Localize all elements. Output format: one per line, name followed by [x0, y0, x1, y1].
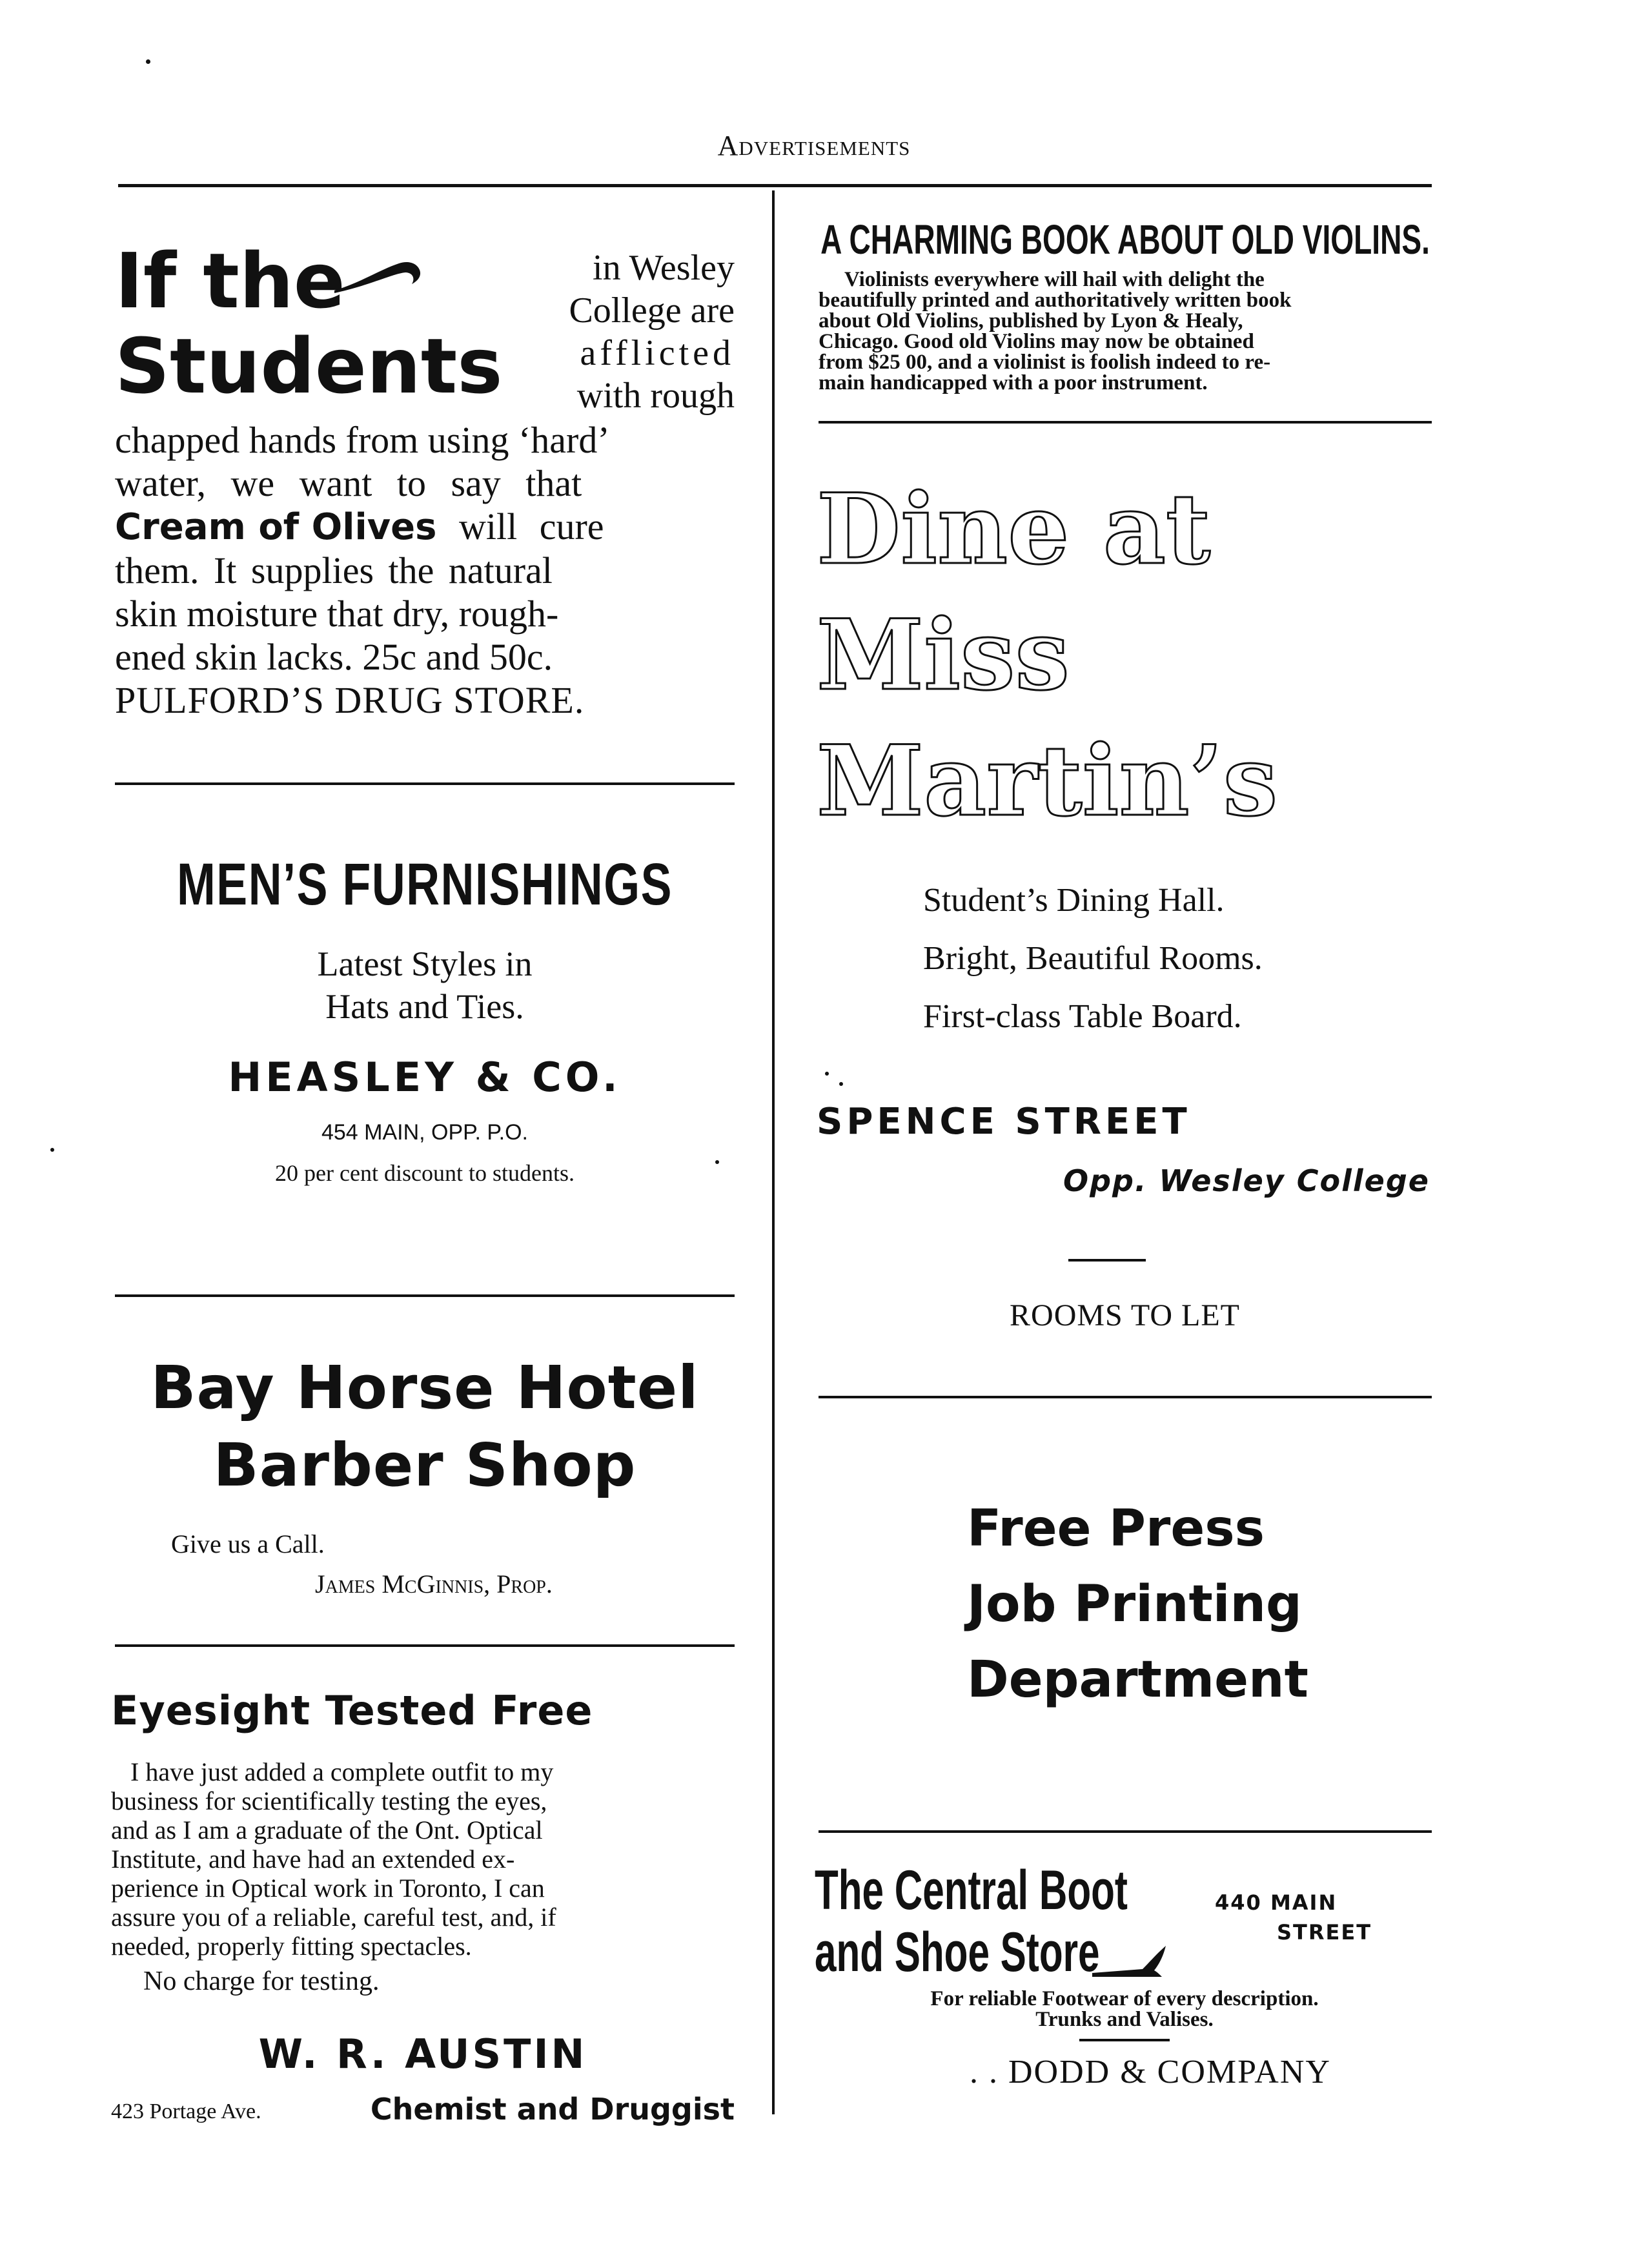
boot-line-1 — [815, 1859, 1128, 1921]
eyesight-line-6: assure you of a reliable, careful test, and, if — [111, 1903, 556, 1932]
boot-line-2 — [815, 1921, 1100, 1983]
violins-body — [819, 269, 1432, 393]
olives-product-name: Cream of Olives — [115, 506, 437, 548]
violins-line-1: Violinists everywhere will hail with delight the — [844, 268, 1265, 291]
olives-headline-students — [115, 322, 503, 411]
eyesight-title: Eyesight Tested Free — [111, 1687, 593, 1734]
dine-features — [923, 872, 1263, 1046]
ad-eyesight — [111, 1685, 735, 2130]
boot-short-rule — [1079, 2039, 1170, 2041]
ad-central-boot — [815, 1859, 1434, 2130]
olives-side-3: afflicted — [580, 333, 735, 373]
ad-violins — [819, 216, 1432, 410]
right-rule-3 — [819, 1830, 1432, 1833]
page-header-title: Advertisements — [717, 130, 911, 161]
barber-proprietor: James McGinnis, Prop. — [315, 1569, 553, 1599]
barber-title-2: Barber Shop — [213, 1431, 636, 1500]
ad-free-press — [967, 1491, 1419, 1718]
olives-side-4: with rough — [576, 376, 735, 416]
dine-opp: Opp. Wesley College — [1063, 1163, 1430, 1198]
furnishings-title-text: MEN’S FURNISHINGS — [176, 852, 673, 917]
ad-mens-furnishings — [115, 852, 735, 1252]
violins-line-5: from $25 00, and a violinist is foolish indeed to re- — [819, 351, 1271, 374]
eyesight-name: W. R. AUSTIN — [258, 2030, 587, 2078]
olives-big-1: If the — [115, 236, 345, 325]
olives-line-7: PULFORD’S DRUG STORE. — [115, 679, 585, 721]
speck-3 — [715, 1160, 719, 1164]
olives-line-3-rest: will cure — [436, 506, 604, 547]
boot-line-1-text: The Central Boot — [815, 1859, 1128, 1921]
page-header — [0, 129, 1628, 162]
column-divider — [772, 190, 775, 2114]
furnishings-styles — [115, 943, 735, 1028]
barber-call: Give us a Call. — [171, 1529, 325, 1558]
violins-line-6: main handicapped with a poor instrument. — [819, 371, 1208, 394]
eyesight-line-1: I have just added a complete outfit to my — [130, 1757, 554, 1786]
olives-big-2: Students — [115, 322, 503, 411]
olives-side-text — [515, 247, 735, 417]
boot-description — [815, 1988, 1434, 2030]
dine-line-1: Dine at — [817, 473, 1211, 586]
dine-rooms: ROOMS TO LET — [1010, 1298, 1240, 1333]
ad-barber-shop — [115, 1349, 735, 1620]
olives-body — [115, 418, 735, 722]
olives-headline-if-the — [115, 236, 345, 325]
violins-title — [819, 216, 1432, 263]
speck-2 — [50, 1148, 54, 1152]
dine-feature-3: First-class Table Board. — [923, 998, 1242, 1035]
eyesight-role: Chemist and Druggist — [370, 2092, 735, 2127]
speck-5 — [839, 1082, 843, 1086]
eyesight-line-4: Institute, and have had an extended ex- — [111, 1844, 515, 1874]
furnishings-line-2: Hats and Ties. — [325, 987, 524, 1026]
ad-cream-of-olives — [115, 236, 735, 749]
dine-line-2: Miss — [817, 598, 1070, 712]
left-rule-3 — [115, 1644, 735, 1647]
right-rule-2 — [819, 1396, 1432, 1398]
olives-line-6: ened skin lacks. 25c and 50c. — [115, 636, 553, 678]
barber-title-1: Bay Horse Hotel — [150, 1353, 699, 1422]
eyesight-line-7: needed, properly fitting spectacles. — [111, 1932, 472, 1961]
right-rule-1 — [819, 421, 1432, 424]
dine-line-3: Martin’s — [817, 724, 1278, 838]
pointing-hand-icon — [1092, 1942, 1170, 1981]
speck-1 — [146, 59, 150, 64]
boot-line-2-text: and Shoe Store — [815, 1921, 1100, 1983]
ad-miss-martins — [817, 465, 1433, 1356]
olives-line-3 — [115, 505, 735, 549]
furnishings-discount: 20 per cent discount to students. — [275, 1160, 575, 1186]
left-rule-1 — [115, 782, 735, 785]
eyesight-line-5: perience in Optical work in Toronto, I can — [111, 1874, 545, 1903]
boot-desc-1: For reliable Footwear of every description. — [930, 1987, 1319, 2010]
boot-address-2: STREET — [1277, 1920, 1372, 1945]
eyesight-no-charge: No charge for testing. — [143, 1967, 380, 1996]
press-line-2: Job Printing — [967, 1575, 1302, 1633]
dine-street: SPENCE STREET — [817, 1101, 1191, 1143]
olives-line-5: skin moisture that dry, rough- — [115, 593, 559, 635]
eyesight-body — [111, 1757, 735, 1961]
olives-line-4: them. It supplies the natural — [115, 549, 553, 591]
furnishings-firm: HEASLEY & CO. — [228, 1054, 622, 1101]
left-rule-2 — [115, 1294, 735, 1297]
dine-feature-1: Student’s Dining Hall. — [923, 882, 1225, 919]
eyesight-address: 423 Portage Ave. — [111, 2099, 261, 2123]
boot-desc-2: Trunks and Valises. — [1035, 2008, 1214, 2031]
boot-address-1: 440 MAIN — [1215, 1890, 1338, 1915]
olives-line-1: chapped hands from using ‘hard’ — [115, 419, 610, 461]
press-line-1: Free Press — [967, 1500, 1265, 1558]
violins-line-3: about Old Violins, published by Lyon & Healy, — [819, 309, 1243, 332]
furnishings-line-1: Latest Styles in — [317, 945, 533, 983]
header-rule — [118, 184, 1432, 187]
olives-line-2: water, we want to say that — [115, 462, 582, 504]
press-line-3: Department — [967, 1651, 1308, 1709]
eyesight-line-2: business for scientifically testing the eyes, — [111, 1786, 547, 1815]
violins-line-4: Chicago. Good old Violins may now be obtained — [819, 330, 1254, 353]
violins-line-2: beautifully printed and authoritatively written book — [819, 289, 1292, 312]
dine-short-rule — [1068, 1259, 1146, 1262]
furnishings-address: 454 MAIN, OPP. P.O. — [321, 1120, 528, 1145]
eyesight-line-3: and as I am a graduate of the Ont. Optical — [111, 1815, 543, 1844]
olives-side-1: in Wesley — [593, 248, 735, 288]
dine-feature-2: Bright, Beautiful Rooms. — [923, 940, 1263, 977]
furnishings-title — [115, 852, 734, 917]
violins-title-text: A CHARMING BOOK ABOUT OLD VIOLINS. — [820, 216, 1430, 263]
speck-4 — [825, 1072, 829, 1076]
olives-side-2: College are — [569, 291, 735, 331]
pointing-hook-icon — [334, 250, 425, 302]
boot-firm: . . DODD & COMPANY — [970, 2054, 1331, 2090]
